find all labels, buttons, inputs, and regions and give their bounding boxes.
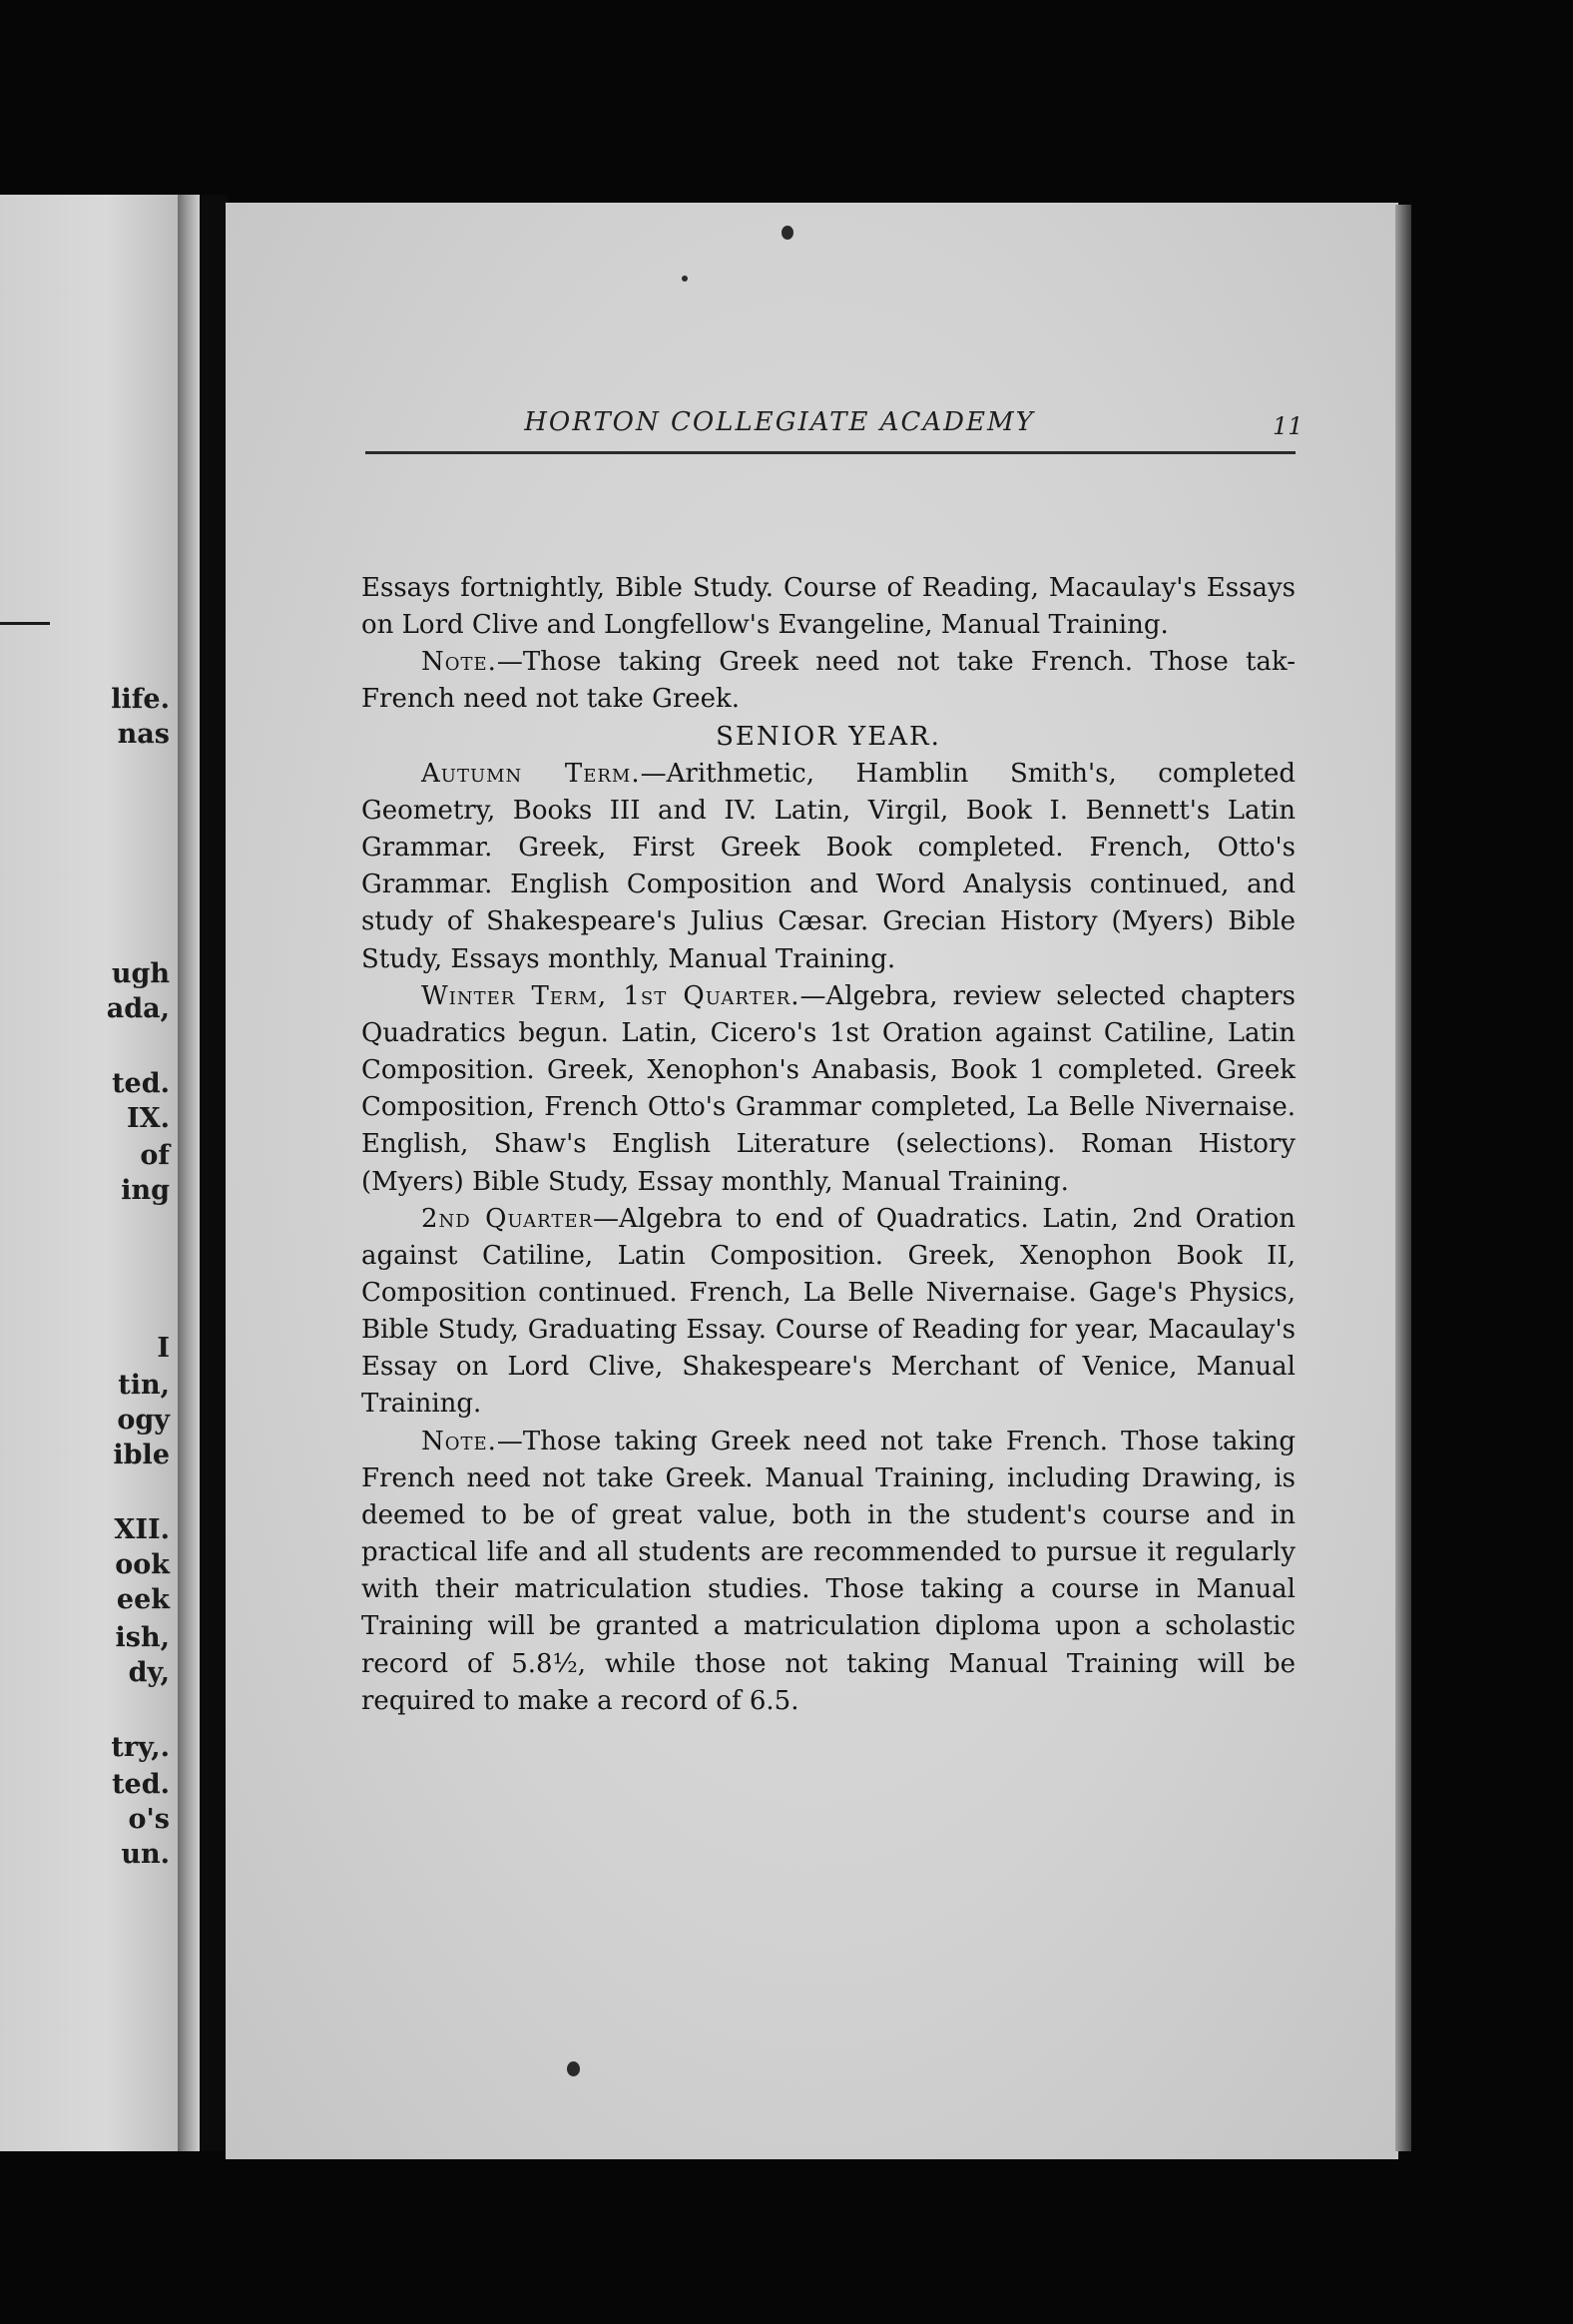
left-text-fragment: eek bbox=[116, 1584, 170, 1615]
left-text-fragment: ing bbox=[121, 1175, 170, 1206]
previous-page-rule bbox=[0, 622, 50, 625]
left-text-fragment: ugh bbox=[111, 958, 170, 989]
left-text-fragment: tin, bbox=[118, 1370, 170, 1401]
left-text-fragment: ted. bbox=[112, 1769, 170, 1800]
senior-note-text: —Those taking Greek need not take French. Those taking French need not take Greek. Manual Training, including Drawing, is deemed to be of great value, both in the student's course and in practical life and all students are recommended to pursue it regularly with their matriculation studies. Those taking a course in Manual Training will be granted a matriculation diploma upon a scholastic record of 5.8½, while those not taking Manual Training will be required to make a record of 6.5. bbox=[361, 1426, 1296, 1716]
left-text-fragment: try,. bbox=[111, 1732, 170, 1763]
left-text-fragment: IX. bbox=[127, 1103, 170, 1134]
ink-speck bbox=[567, 2061, 580, 2076]
gutter-shadow bbox=[178, 195, 200, 2151]
ink-speck bbox=[782, 226, 793, 240]
left-text-fragment: ook bbox=[115, 1549, 170, 1580]
left-text-fragment: of bbox=[140, 1140, 170, 1171]
note-text: —Those taking Greek need not take French. Those tak- French need not take Greek. bbox=[361, 647, 1296, 715]
book-spine bbox=[200, 195, 228, 2151]
left-text-fragment: ogy bbox=[117, 1405, 170, 1436]
winter-term-text: —Algebra, review selected chapters Quadratics begun. Latin, Cicero's 1st Oration against Catiline, Latin Composition. Greek, Xenophon's Anabasis, Book 1 completed. Greek Composition, French Otto's Grammar completed, La Belle Nivernaise. English, Shaw's English Literature (selections). Roman History (Myers) Bible Study, Essay monthly, Manual Training. bbox=[361, 980, 1296, 1197]
left-text-fragment: ted. bbox=[112, 1068, 170, 1099]
page bbox=[226, 203, 1398, 2159]
paragraph-junior-continued: Essays fortnightly, Bible Study. Course of Reading, Macaulay's Essays on Lord Clive and Longfellow's Evangeline, Manual Training. bbox=[361, 573, 1296, 641]
previous-page-fragment bbox=[0, 195, 178, 2151]
left-text-fragment: life. bbox=[111, 684, 170, 715]
page-number: 11 bbox=[1273, 412, 1304, 440]
note-lead: Note. bbox=[421, 647, 497, 678]
left-text-fragment: nas bbox=[117, 719, 170, 750]
winter-term-lead: Winter Term, 1st Quarter. bbox=[421, 980, 800, 1011]
left-text-fragment: I bbox=[157, 1333, 170, 1364]
paragraph-autumn-term bbox=[361, 756, 1296, 978]
left-text-fragment: ish, bbox=[115, 1622, 170, 1653]
body-text bbox=[361, 570, 1296, 1720]
autumn-term-lead: Autumn Term. bbox=[421, 758, 641, 789]
left-text-fragment: ible bbox=[113, 1440, 170, 1470]
ink-speck bbox=[682, 276, 688, 282]
page-edge-shadow bbox=[1395, 205, 1411, 2151]
left-text-fragment: dy, bbox=[128, 1657, 170, 1688]
senior-note-lead: Note. bbox=[421, 1426, 497, 1456]
left-text-fragment: o's bbox=[128, 1804, 170, 1835]
header-rule bbox=[365, 451, 1296, 454]
running-head: HORTON COLLEGIATE ACADEMY bbox=[524, 407, 1035, 437]
left-text-fragment: un. bbox=[121, 1839, 170, 1870]
second-quarter-lead: 2nd Quarter bbox=[421, 1203, 594, 1234]
section-heading-senior-year: SENIOR YEAR. bbox=[716, 721, 941, 752]
autumn-term-text: —Arithmetic, Hamblin Smith's, completed Geometry, Books III and IV. Latin, Virgil, Book I. Bennett's Latin Grammar. Greek, First Greek Book completed. French, Otto's Grammar. English Composition and Word Analysis continued, and study of Shakespeare's Julius Cæsar. Grecian History (Myers) Bible Study, Essays monthly, Manual Training. bbox=[361, 758, 1296, 974]
paragraph-junior-note bbox=[361, 644, 1296, 718]
paragraph-second-quarter bbox=[361, 1201, 1296, 1424]
left-text-fragment: ada, bbox=[106, 993, 170, 1024]
paragraph-senior-note bbox=[361, 1424, 1296, 1720]
second-quarter-text: —Algebra to end of Quadratics. Latin, 2nd Oration against Catiline, Latin Composition. Greek, Xenophon Book II, Composition continued. French, La Belle Nivernaise. Gage's Physics, Bible Study, Graduating Essay. Course of Reading for year, Macaulay's Essay on Lord Clive, Shakespeare's Merchant of Venice, Manual Training. bbox=[361, 1203, 1296, 1420]
left-text-fragment: XII. bbox=[114, 1514, 170, 1545]
paragraph-winter-term bbox=[361, 978, 1296, 1201]
